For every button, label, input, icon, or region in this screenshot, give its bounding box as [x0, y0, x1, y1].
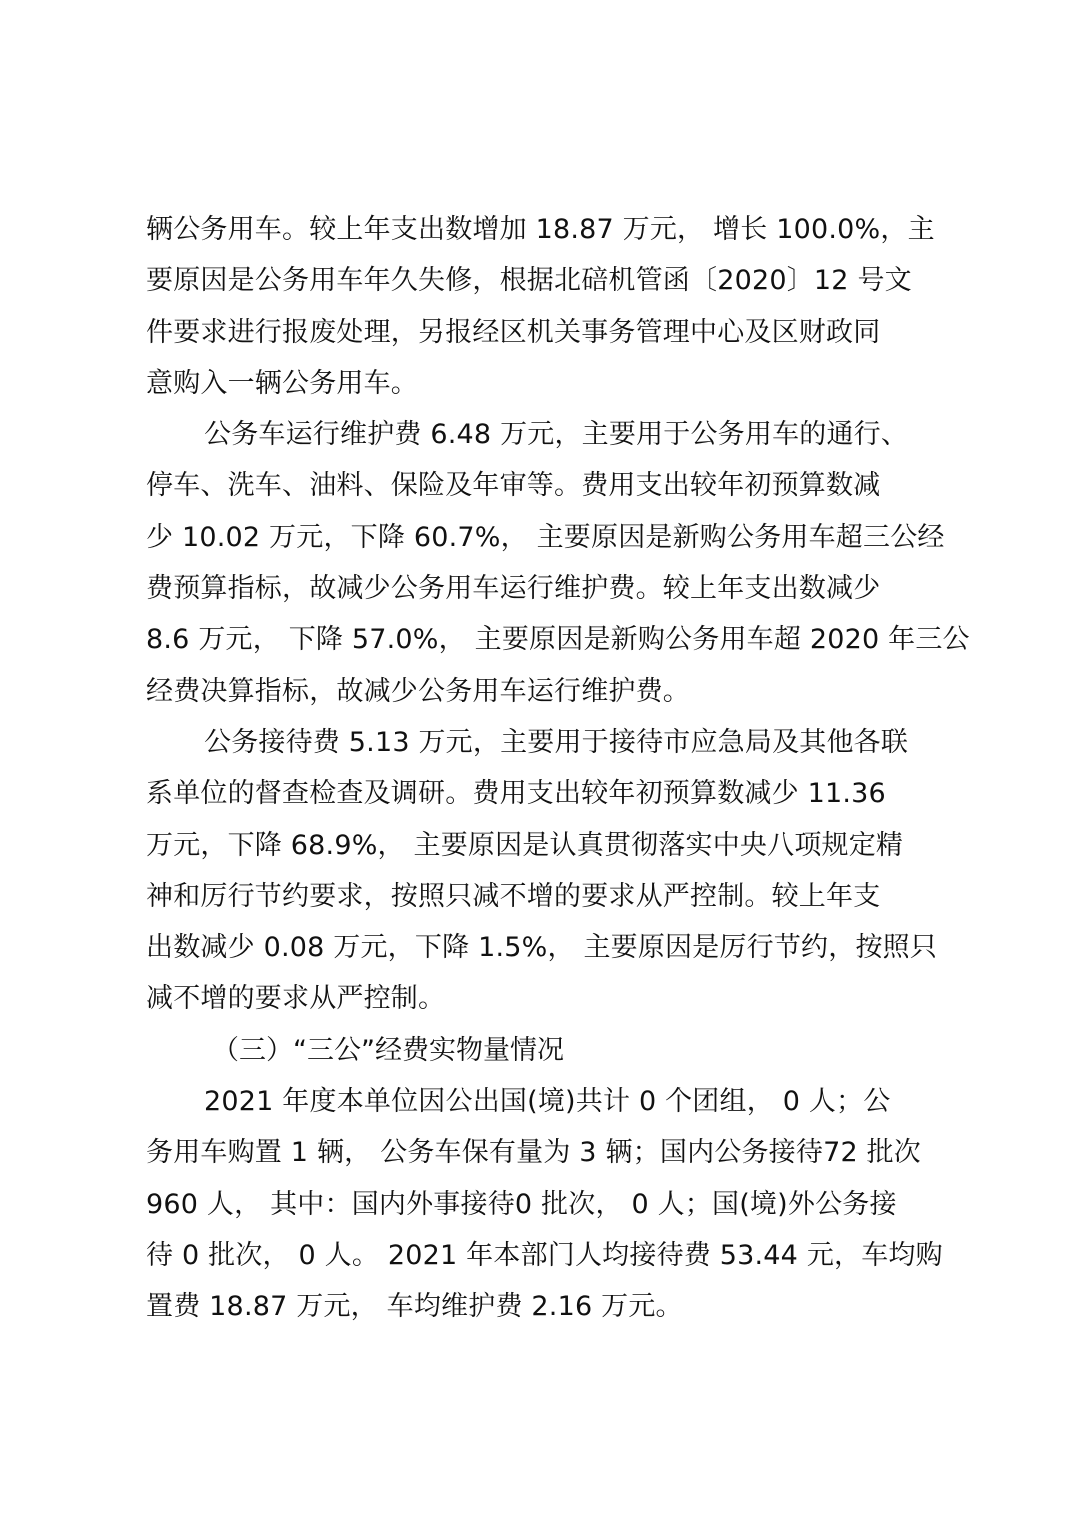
- text-line: 置费 18.87 万元， 车均维护费 2.16 万元。: [146, 1291, 683, 1323]
- text-line: 要原因是公务用车年久失修，根据北碚机管函〔2020〕12 号文: [146, 265, 912, 297]
- text-line: 辆公务用车。较上年支出数增加 18.87 万元， 增长 100.0%，主: [146, 214, 935, 245]
- text-line: 公务车运行维护费 6.48 万元，主要用于公务用车的通行、: [204, 419, 909, 451]
- paragraph-vehicle-maintenance: [146, 409, 970, 717]
- text-line: 意购入一辆公务用车。: [146, 367, 418, 399]
- paragraph-physical-quantities: [146, 1076, 946, 1332]
- text-line: 万元，下降 68.9%， 主要原因是认真贯彻落实中央八项规定精: [146, 829, 904, 861]
- text-line: 少 10.02 万元，下降 60.7%， 主要原因是新购公务用车超三公经: [146, 521, 945, 553]
- paragraph-official-reception: [146, 717, 946, 1025]
- text-line: 减不增的要求从严控制。: [146, 983, 446, 1015]
- text-line: 2021 年度本单位因公出国(境)共计 0 个团组， 0 人；公: [204, 1086, 891, 1118]
- paragraph-vehicle-purchase: [146, 204, 946, 409]
- text-line: 神和厉行节约要求，按照只减不增的要求从严控制。较上年支: [146, 880, 881, 912]
- text-line: 出数减少 0.08 万元，下降 1.5%， 主要原因是厉行节约，按照只: [146, 932, 938, 964]
- section-heading: （三）“三公”经费实物量情况: [212, 1034, 564, 1066]
- text-line: 960 人， 其中：国内外事接待0 批次， 0 人；国(境)外公务接: [146, 1188, 897, 1220]
- text-line: 经费决算指标，故减少公务用车运行维护费。: [146, 675, 690, 707]
- text-line: 8.6 万元， 下降 57.0%， 主要原因是新购公务用车超 2020 年三公: [146, 624, 970, 656]
- text-line: 停车、洗车、油料、保险及年审等。费用支出较年初预算数减: [146, 470, 881, 502]
- text-line: 待 0 批次， 0 人。 2021 年本部门人均接待费 53.44 元，车均购: [146, 1239, 943, 1271]
- text-line: 务用车购置 1 辆， 公务车保有量为 3 辆；国内公务接待72 批次: [146, 1137, 922, 1169]
- document-body: [146, 204, 970, 1333]
- text-line: 公务接待费 5.13 万元，主要用于接待市应急局及其他各联: [204, 726, 909, 758]
- text-line: 费预算指标，故减少公务用车运行维护费。较上年支出数减少: [146, 573, 881, 605]
- text-line: 系单位的督查检查及调研。费用支出较年初预算数减少 11.36: [146, 778, 886, 810]
- text-line: 件要求进行报废处理，另报经区机关事务管理中心及区财政同: [146, 316, 881, 348]
